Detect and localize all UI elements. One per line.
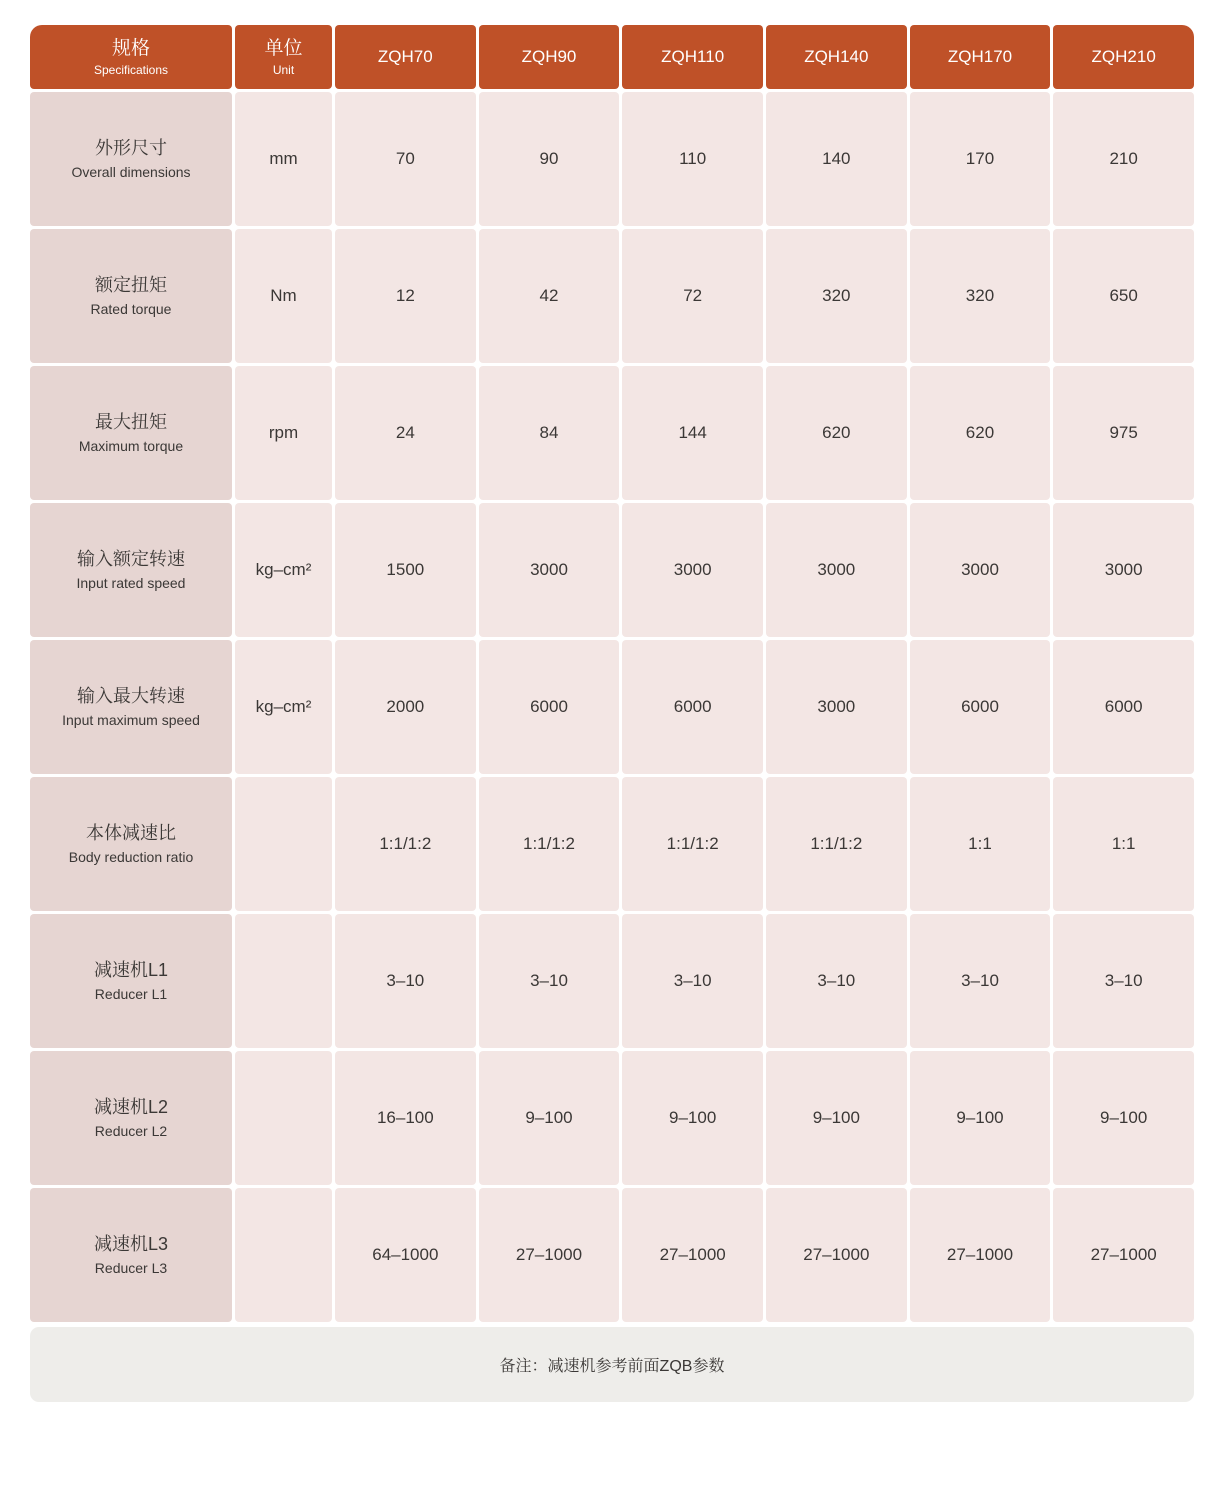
header-cell-model-zqh110 [622, 25, 763, 89]
cell-value: 3000 [1104, 559, 1143, 579]
cell-value: 3–10 [1104, 970, 1143, 990]
row-label-en: Input rated speed [76, 574, 186, 591]
note-bar [30, 1327, 1194, 1402]
unit-value: Nm [270, 285, 297, 305]
cell-value: 140 [822, 148, 851, 168]
unit-value: mm [269, 148, 298, 168]
row-label-body-reduction-ratio [30, 777, 232, 911]
cell-value: 42 [539, 285, 559, 305]
header-cell-model-zqh210 [1053, 25, 1194, 89]
value-cell [910, 1051, 1051, 1185]
cell-value: 16–100 [376, 1107, 434, 1127]
row-label-en: Overall dimensions [71, 163, 191, 180]
unit-cell [235, 366, 332, 500]
value-cell [479, 503, 620, 637]
value-cell [766, 503, 907, 637]
row-label-zh: 外形尺寸 [95, 138, 167, 159]
cell-value: 110 [679, 148, 707, 168]
value-cell [766, 1188, 907, 1322]
cell-value: 1:1 [1111, 833, 1136, 853]
unit-cell [235, 640, 332, 774]
unit-cell [235, 914, 332, 1048]
cell-value: 3–10 [817, 970, 856, 990]
value-cell [622, 366, 763, 500]
value-cell [1053, 914, 1194, 1048]
row-label-zh: 输入额定转速 [77, 549, 185, 570]
cell-value: 9–100 [1100, 1107, 1148, 1127]
cell-value: 72 [683, 285, 703, 305]
value-cell [335, 1051, 476, 1185]
cell-value: 6000 [673, 696, 712, 716]
cell-value: 620 [965, 422, 995, 442]
header-spec-en: Specifications [93, 63, 169, 78]
unit-value: kg–cm² [255, 559, 312, 579]
cell-value: 3–10 [961, 970, 999, 990]
header-cell-specifications [30, 25, 232, 89]
row-label-en: Maximum torque [78, 437, 184, 454]
value-cell [766, 1051, 907, 1185]
cell-value: 6000 [530, 696, 568, 716]
model-label: ZQH70 [377, 46, 433, 66]
row-label-reducer-l1 [30, 914, 232, 1048]
row-label-en: Reducer L3 [94, 1259, 168, 1276]
cell-value: 1:1/1:2 [810, 833, 863, 853]
cell-value: 3000 [961, 559, 999, 579]
value-cell [1053, 1188, 1194, 1322]
header-cell-model-zqh140 [766, 25, 907, 89]
cell-value: 84 [539, 422, 559, 442]
cell-value: 9–100 [669, 1107, 717, 1127]
note-text: 备注：减速机参考前面ZQB参数 [499, 1358, 725, 1375]
value-cell [1053, 92, 1194, 226]
cell-value: 3000 [817, 559, 856, 579]
row-label-en: Reducer L1 [94, 985, 168, 1002]
unit-value: kg–cm² [255, 696, 312, 716]
value-cell [335, 503, 476, 637]
value-cell [910, 503, 1051, 637]
unit-cell [235, 1188, 332, 1322]
value-cell [479, 92, 620, 226]
value-cell [479, 914, 620, 1048]
cell-value: 1:1/1:2 [379, 833, 432, 853]
row-label-reducer-l2 [30, 1051, 232, 1185]
cell-value: 24 [395, 422, 415, 442]
value-cell [910, 1188, 1051, 1322]
cell-value: 90 [539, 148, 559, 168]
value-cell [479, 229, 620, 363]
row-label-zh: 减速机L3 [93, 1234, 169, 1255]
value-cell [766, 366, 907, 500]
unit-cell [235, 229, 332, 363]
unit-cell [235, 1051, 332, 1185]
value-cell [479, 640, 620, 774]
cell-value: 27–1000 [1090, 1244, 1157, 1264]
cell-value: 1:1/1:2 [666, 833, 719, 853]
value-cell [1053, 1051, 1194, 1185]
unit-cell [235, 92, 332, 226]
cell-value: 1:1/1:2 [522, 833, 575, 853]
value-cell [479, 1051, 620, 1185]
model-label: ZQH140 [804, 46, 869, 66]
value-cell [622, 1051, 763, 1185]
row-label-en: Body reduction ratio [68, 848, 194, 865]
row-label-zh: 本体减速比 [86, 823, 176, 844]
row-label-zh: 减速机L2 [93, 1097, 169, 1118]
cell-value: 6000 [1104, 696, 1143, 716]
value-cell [910, 640, 1051, 774]
cell-value: 9–100 [525, 1107, 573, 1127]
cell-value: 3000 [817, 696, 856, 716]
value-cell [335, 640, 476, 774]
value-cell [622, 229, 763, 363]
cell-value: 6000 [961, 696, 999, 716]
header-cell-model-zqh70 [335, 25, 476, 89]
value-cell [1053, 366, 1194, 500]
cell-value: 1:1 [968, 833, 992, 853]
cell-value: 975 [1109, 422, 1138, 442]
cell-value: 620 [822, 422, 851, 442]
value-cell [910, 92, 1051, 226]
value-cell [479, 777, 620, 911]
row-label-maximum-torque [30, 366, 232, 500]
row-label-input-maximum-speed [30, 640, 232, 774]
cell-value: 320 [822, 285, 851, 305]
value-cell [1053, 229, 1194, 363]
value-cell [335, 777, 476, 911]
value-cell [910, 366, 1051, 500]
cell-value: 1500 [386, 559, 425, 579]
value-cell [910, 914, 1051, 1048]
value-cell [1053, 503, 1194, 637]
cell-value: 27–1000 [803, 1244, 870, 1264]
cell-value: 2000 [386, 696, 425, 716]
cell-value: 27–1000 [659, 1244, 726, 1264]
cell-value: 27–1000 [946, 1244, 1014, 1264]
cell-value: 12 [395, 285, 415, 305]
value-cell [622, 1188, 763, 1322]
value-cell [1053, 777, 1194, 911]
value-cell [910, 229, 1051, 363]
row-label-en: Reducer L2 [94, 1122, 168, 1139]
model-label: ZQH170 [947, 46, 1013, 66]
cell-value: 650 [1109, 285, 1138, 305]
cell-value: 3000 [530, 559, 568, 579]
value-cell [622, 914, 763, 1048]
row-label-rated-torque [30, 229, 232, 363]
unit-cell [235, 503, 332, 637]
header-cell-unit [235, 25, 332, 89]
value-cell [910, 777, 1051, 911]
value-cell [335, 1188, 476, 1322]
spec-table [30, 25, 1194, 1322]
unit-value: rpm [268, 422, 299, 442]
row-label-zh: 减速机L1 [93, 960, 169, 981]
row-label-en: Input maximum speed [62, 711, 200, 728]
model-label: ZQH110 [661, 46, 725, 66]
row-label-zh: 额定扭矩 [95, 275, 167, 296]
value-cell [622, 503, 763, 637]
cell-value: 170 [965, 148, 995, 168]
model-label: ZQH90 [521, 46, 577, 66]
unit-cell [235, 777, 332, 911]
cell-value: 70 [395, 148, 415, 168]
cell-value: 27–1000 [515, 1244, 583, 1264]
value-cell [622, 640, 763, 774]
value-cell [766, 914, 907, 1048]
value-cell [622, 777, 763, 911]
value-cell [479, 366, 620, 500]
header-cell-model-zqh170 [910, 25, 1051, 89]
value-cell [335, 92, 476, 226]
value-cell [1053, 640, 1194, 774]
cell-value: 210 [1109, 148, 1138, 168]
value-cell [766, 229, 907, 363]
row-label-overall-dimensions [30, 92, 232, 226]
value-cell [766, 92, 907, 226]
value-cell [766, 640, 907, 774]
value-cell [622, 92, 763, 226]
header-cell-model-zqh90 [479, 25, 620, 89]
row-label-input-rated-speed [30, 503, 232, 637]
header-unit-en: Unit [272, 63, 295, 78]
row-label-reducer-l3 [30, 1188, 232, 1322]
cell-value: 64–1000 [372, 1244, 439, 1264]
cell-value: 3–10 [530, 970, 568, 990]
cell-value: 9–100 [812, 1107, 860, 1127]
value-cell [335, 914, 476, 1048]
cell-value: 9–100 [956, 1107, 1004, 1127]
value-cell [335, 366, 476, 500]
value-cell [479, 1188, 620, 1322]
value-cell [766, 777, 907, 911]
row-label-zh: 最大扭矩 [95, 412, 167, 433]
cell-value: 3–10 [673, 970, 712, 990]
cell-value: 144 [678, 422, 707, 442]
row-label-en: Rated torque [90, 300, 172, 317]
cell-value: 3000 [673, 559, 712, 579]
cell-value: 3–10 [386, 970, 425, 990]
value-cell [335, 229, 476, 363]
header-spec-zh: 规格 [111, 37, 150, 59]
cell-value: 320 [965, 285, 995, 305]
row-label-zh: 输入最大转速 [77, 686, 185, 707]
header-unit-zh: 单位 [264, 37, 303, 59]
model-label: ZQH210 [1091, 46, 1156, 66]
